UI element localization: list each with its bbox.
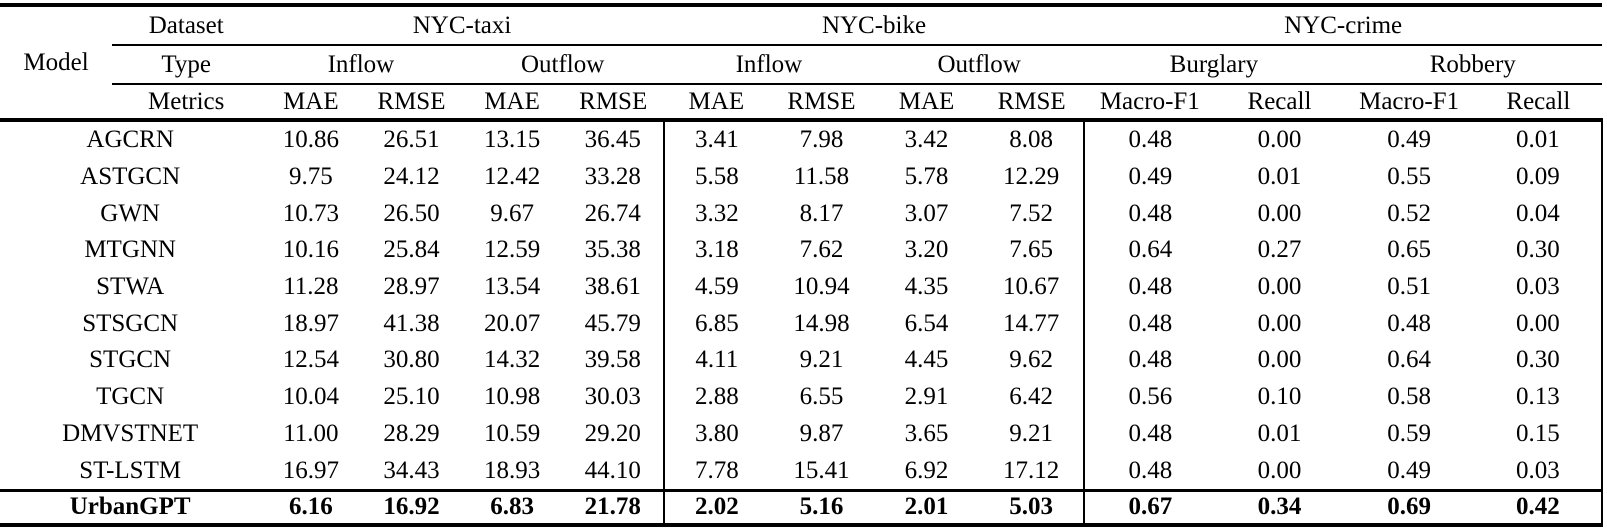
metric-value: 0.15 [1475, 416, 1602, 453]
model-name: GWN [100, 199, 160, 227]
metric-value: 7.78 [664, 452, 769, 490]
metric-value: 2.88 [664, 379, 769, 416]
metric-value: 5.16 [769, 490, 874, 525]
metric-value: 2.02 [664, 490, 769, 525]
table-row [0, 159, 1602, 196]
metric-value: 35.38 [584, 236, 641, 264]
metric-value: 0.30 [1475, 232, 1602, 269]
metric-header-recall: Recall [1215, 84, 1343, 120]
metric-value: 0.30 [1475, 342, 1602, 379]
type-header-bike-inflow: Inflow [664, 45, 874, 84]
metric-value: 0.48 [1084, 416, 1215, 453]
metric-value: 9.67 [490, 199, 534, 227]
metric-value: 21.78 [563, 490, 664, 525]
metric-value: 44.10 [584, 456, 641, 484]
model-name: AGCRN [86, 126, 174, 154]
metric-value: 0.00 [1475, 305, 1602, 342]
type-header-taxi-inflow: Inflow [260, 45, 461, 84]
metric-value: 8.17 [799, 199, 844, 227]
metric-value: 10.73 [282, 199, 339, 227]
metric-value: 11.00 [283, 419, 339, 447]
table-row [0, 305, 1602, 342]
metric-value: 0.48 [1084, 452, 1215, 490]
type-row-label: Type [112, 45, 260, 84]
metric-value: 0.49 [1387, 126, 1431, 154]
dataset-header-nyc-crime: NYC-crime [1084, 5, 1602, 45]
metric-value: 0.51 [1387, 273, 1431, 301]
metric-value: 39.58 [584, 346, 641, 374]
type-header-crime-burglary: Burglary [1084, 45, 1343, 84]
metric-value: 17.12 [1003, 456, 1060, 484]
metric-value: 0.00 [1257, 273, 1302, 301]
metric-value: 30.80 [383, 346, 440, 374]
metric-value: 26.50 [383, 199, 440, 227]
metric-value: 0.48 [1084, 305, 1215, 342]
metric-value: 0.49 [1084, 159, 1215, 196]
type-header-crime-robbery: Robbery [1344, 45, 1602, 84]
metric-value: 45.79 [584, 309, 641, 337]
metric-value: 38.61 [584, 273, 641, 301]
metric-value: 0.01 [1475, 120, 1602, 159]
metric-value: 2.91 [904, 383, 949, 411]
metric-header-mae: MAE [462, 84, 563, 120]
metric-value: 4.59 [664, 269, 769, 306]
metric-value: 0.48 [1387, 309, 1431, 337]
metric-value: 0.69 [1344, 490, 1475, 525]
metric-value: 6.55 [799, 383, 844, 411]
metric-value: 14.32 [483, 346, 541, 374]
metric-value: 20.07 [483, 309, 541, 337]
metric-value: 0.27 [1257, 236, 1302, 264]
metric-value: 0.00 [1257, 456, 1302, 484]
metric-value: 4.11 [664, 342, 769, 379]
metric-value: 0.01 [1257, 163, 1302, 191]
metric-value: 12.42 [483, 163, 541, 191]
metric-value: 26.51 [383, 126, 440, 154]
dataset-header-nyc-bike: NYC-bike [664, 5, 1084, 45]
metric-value: 0.03 [1475, 269, 1602, 306]
metric-value: 0.64 [1084, 232, 1215, 269]
table-row [0, 379, 1602, 416]
metrics-row-label: Metrics [112, 84, 260, 120]
metric-value: 3.42 [904, 126, 949, 154]
metric-value: 6.16 [260, 490, 361, 525]
metric-value: 0.64 [1387, 346, 1431, 374]
metric-value: 13.15 [483, 126, 541, 154]
metric-value: 33.28 [584, 163, 641, 191]
metric-value: 0.04 [1475, 195, 1602, 232]
model-name: UrbanGPT [0, 490, 260, 525]
metric-value: 3.65 [904, 419, 949, 447]
table-row [0, 452, 1602, 490]
metric-value: 5.58 [664, 159, 769, 196]
metric-value: 10.94 [793, 273, 850, 301]
metric-value: 0.48 [1084, 342, 1215, 379]
metric-value: 16.92 [361, 490, 461, 525]
metric-header-macro-f1: Macro-F1 [1344, 84, 1475, 120]
metric-value: 0.48 [1084, 195, 1215, 232]
model-name: TGCN [96, 383, 165, 411]
type-header-taxi-outflow: Outflow [462, 45, 664, 84]
metric-value: 13.54 [483, 273, 541, 301]
metric-value: 3.18 [664, 232, 769, 269]
metric-value: 0.03 [1475, 452, 1602, 490]
metric-value: 10.86 [282, 126, 339, 154]
metric-value: 9.75 [288, 163, 333, 191]
metric-value: 9.21 [799, 346, 844, 374]
metric-value: 14.77 [1003, 309, 1060, 337]
metric-header-rmse: RMSE [769, 84, 874, 120]
metric-value: 9.87 [799, 419, 844, 447]
table-row [0, 416, 1602, 453]
metric-value: 5.03 [979, 490, 1084, 525]
metric-value: 34.43 [383, 456, 440, 484]
table-row [0, 490, 1602, 525]
metric-value: 16.97 [282, 456, 339, 484]
metric-value: 3.07 [904, 199, 949, 227]
metric-value: 30.03 [584, 383, 641, 411]
metric-value: 36.45 [584, 126, 641, 154]
metric-value: 0.48 [1084, 120, 1215, 159]
metric-value: 9.21 [1009, 419, 1054, 447]
metric-value: 24.12 [383, 163, 440, 191]
model-name: DMVSTNET [62, 419, 199, 447]
metric-value: 0.00 [1257, 309, 1302, 337]
metric-value: 0.13 [1475, 379, 1602, 416]
metric-header-rmse: RMSE [361, 84, 461, 120]
metric-value: 0.01 [1257, 419, 1302, 447]
metric-value: 11.58 [793, 163, 850, 191]
table-row [0, 232, 1602, 269]
table-row [0, 342, 1602, 379]
metric-value: 6.83 [462, 490, 563, 525]
metric-header-mae: MAE [664, 84, 769, 120]
metric-value: 12.54 [282, 346, 339, 374]
metric-value: 0.67 [1084, 490, 1215, 525]
metric-value: 0.10 [1257, 383, 1302, 411]
model-column-header: Model [0, 5, 112, 120]
metric-value: 4.35 [904, 273, 949, 301]
metric-value: 10.67 [1003, 273, 1060, 301]
metric-value: 41.38 [383, 309, 440, 337]
metric-value: 18.97 [282, 309, 339, 337]
metric-value: 3.41 [664, 120, 769, 159]
header-row-type [0, 45, 1602, 84]
header-row-metrics [0, 84, 1602, 120]
metric-value: 25.10 [383, 383, 440, 411]
metric-value: 10.16 [282, 236, 339, 264]
metric-value: 7.98 [799, 126, 844, 154]
metric-header-mae: MAE [874, 84, 979, 120]
metric-value: 8.08 [1009, 126, 1054, 154]
metric-value: 3.32 [664, 195, 769, 232]
metric-header-recall: Recall [1475, 84, 1602, 120]
metric-value: 11.28 [283, 273, 339, 301]
metric-value: 26.74 [584, 199, 641, 227]
table-row [0, 120, 1602, 159]
dataset-row-label: Dataset [112, 5, 260, 45]
metric-value: 15.41 [793, 456, 850, 484]
metric-value: 10.04 [282, 383, 339, 411]
metric-value: 0.00 [1257, 199, 1302, 227]
metric-value: 6.92 [904, 456, 949, 484]
metric-value: 10.98 [483, 383, 541, 411]
metric-value: 12.59 [483, 236, 541, 264]
metric-value: 10.59 [483, 419, 541, 447]
metric-value: 7.65 [1009, 236, 1054, 264]
metric-value: 6.54 [904, 309, 949, 337]
metric-value: 0.65 [1387, 236, 1431, 264]
metric-value: 2.01 [874, 490, 979, 525]
metric-header-rmse: RMSE [979, 84, 1084, 120]
metric-value: 0.00 [1257, 346, 1302, 374]
metric-value: 0.49 [1387, 456, 1431, 484]
metric-value: 6.42 [1009, 383, 1054, 411]
metric-value: 0.55 [1387, 163, 1431, 191]
metric-value: 0.56 [1084, 379, 1215, 416]
metric-value: 0.58 [1387, 383, 1431, 411]
metric-value: 12.29 [1003, 163, 1060, 191]
metric-value: 7.52 [1009, 199, 1054, 227]
metric-value: 0.42 [1475, 490, 1602, 525]
metric-value: 28.29 [383, 419, 440, 447]
results-table-body [0, 120, 1602, 525]
model-name: MTGNN [84, 236, 176, 264]
model-name: ASTGCN [80, 163, 181, 191]
benchmark-results-table [0, 3, 1603, 527]
metric-value: 7.62 [799, 236, 844, 264]
type-header-bike-outflow: Outflow [874, 45, 1084, 84]
metric-value: 18.93 [483, 456, 541, 484]
metric-value: 0.00 [1257, 126, 1302, 154]
metric-value: 5.78 [904, 163, 949, 191]
metric-value: 3.20 [904, 236, 949, 264]
model-name: STGCN [89, 346, 172, 374]
metric-value: 25.84 [383, 236, 440, 264]
metric-value: 6.85 [664, 305, 769, 342]
metric-value: 9.62 [1009, 346, 1054, 374]
table-row [0, 269, 1602, 306]
metric-value: 0.34 [1215, 490, 1343, 525]
metric-value: 29.20 [584, 419, 641, 447]
dataset-header-nyc-taxi: NYC-taxi [260, 5, 663, 45]
model-name: ST-LSTM [79, 456, 182, 484]
metric-value: 0.48 [1084, 269, 1215, 306]
metric-header-macro-f1: Macro-F1 [1084, 84, 1215, 120]
table-header [0, 5, 1602, 120]
header-row-dataset [0, 5, 1602, 45]
metric-header-rmse: RMSE [563, 84, 664, 120]
metric-value: 3.80 [664, 416, 769, 453]
metric-value: 0.52 [1387, 199, 1431, 227]
table-row [0, 195, 1602, 232]
metric-value: 14.98 [793, 309, 850, 337]
metric-header-mae: MAE [260, 84, 361, 120]
metric-value: 0.59 [1387, 419, 1431, 447]
metric-value: 28.97 [383, 273, 440, 301]
model-name: STWA [96, 273, 165, 301]
metric-value: 4.45 [904, 346, 949, 374]
model-name: STSGCN [82, 309, 179, 337]
metric-value: 0.09 [1475, 159, 1602, 196]
